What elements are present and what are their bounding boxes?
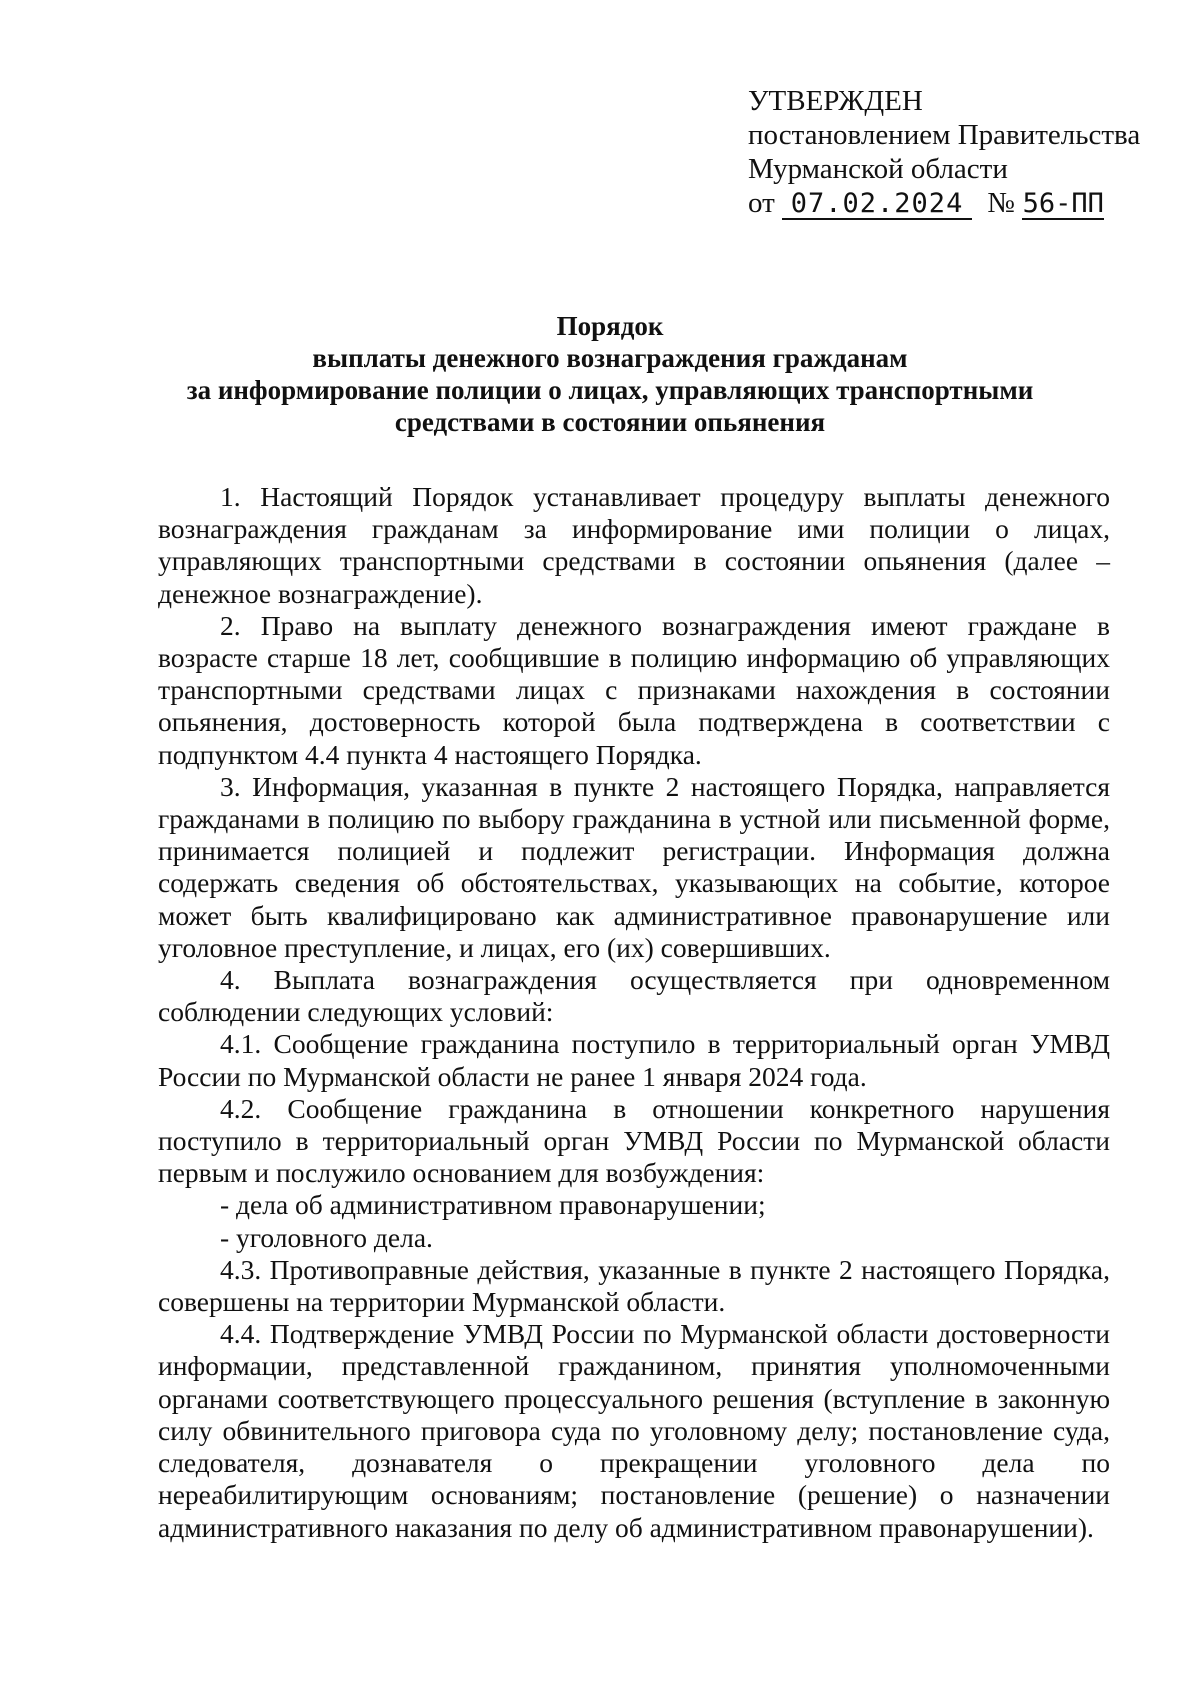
title-line-3: за информирование полиции о лицах, управляющих транспортными	[186, 375, 1034, 405]
paragraph-4-4: 4.4. Подтверждение УМВД России по Мурманской области достоверности информации, представленной гражданином, принятия уполномоченными органами соответствующего процессуального решения (вступление в законную силу обвинительного приговора суда по уголовному делу; постановление суда, следователя, дознавателя о прекращении уголовного дела по нереабилитирующим основаниям; постановление (решение) о назначении административного наказания по делу об административном правонарушении).	[158, 1318, 1110, 1543]
document-body	[158, 481, 1110, 1544]
list-item-admin-case: - дела об административном правонарушении;	[220, 1189, 766, 1221]
paragraph-4-3: 4.3. Противоправные действия, указанные в пункте 2 настоящего Порядка, совершены на территории Мурманской области.	[158, 1253, 1110, 1318]
list-item-criminal-case: - уголовного дела.	[220, 1221, 433, 1253]
paragraph-4-2: 4.2. Сообщение гражданина в отношении конкретного нарушения поступило в территориальный орган УМВД России по Мурманской области первым и послужило основанием для возбуждения:	[158, 1092, 1110, 1189]
approval-line-2: Мурманской области	[748, 153, 1008, 185]
paragraph-4: 4. Выплата вознаграждения осуществляется при одновременном соблюдении следующих условий:	[158, 964, 1110, 1028]
approval-line-1: постановлением Правительства	[748, 119, 1141, 151]
approval-number: 56-ПП	[1022, 188, 1104, 219]
approval-stamp	[748, 84, 1140, 220]
paragraph-4-1: 4.1. Сообщение гражданина поступило в территориальный орган УМВД России по Мурманской области не ранее 1 января 2024 года.	[158, 1028, 1110, 1092]
paragraph-1: 1. Настоящий Порядок устанавливает процедуру выплаты денежного вознаграждения гражданам за информирование ими полиции о лицах, управляющих транспортными средствами в состоянии опьянения (далее – денежное вознаграждение).	[158, 481, 1110, 609]
approval-date-line	[748, 186, 1140, 220]
document-title	[150, 310, 1070, 438]
paragraph-3: 3. Информация, указанная в пункте 2 настоящего Порядка, направляется гражданами в полицию по выбору гражданина в устной или письменной форме, принимается полицией и подлежит регистрации. Информация должна содержать сведения об обстоятельствах, указывающих на событие, которое может быть квалифицировано как административное правонарушение или уголовное преступление, и лицах, его (их) совершивших.	[158, 770, 1110, 963]
date-prefix: от	[748, 187, 775, 219]
paragraph-2: 2. Право на выплату денежного вознаграждения имеют граждане в возрасте старше 18 лет, сообщившие в полицию информацию об управляющих транспортными средствами лицах с признаками нахождения в состоянии опьянения, достоверность которой была подтверждена в соответствии с подпунктом 4.4 пункта 4 настоящего Порядка.	[158, 609, 1110, 770]
number-prefix: №	[987, 187, 1015, 219]
title-line-1: Порядок	[556, 311, 664, 341]
approval-date: 07.02.2024	[782, 190, 972, 220]
title-line-4: средствами в состоянии опьянения	[394, 407, 826, 437]
approval-heading: УТВЕРЖДЕН	[748, 85, 923, 117]
title-line-2: выплаты денежного вознаграждения гражданам	[312, 343, 908, 373]
